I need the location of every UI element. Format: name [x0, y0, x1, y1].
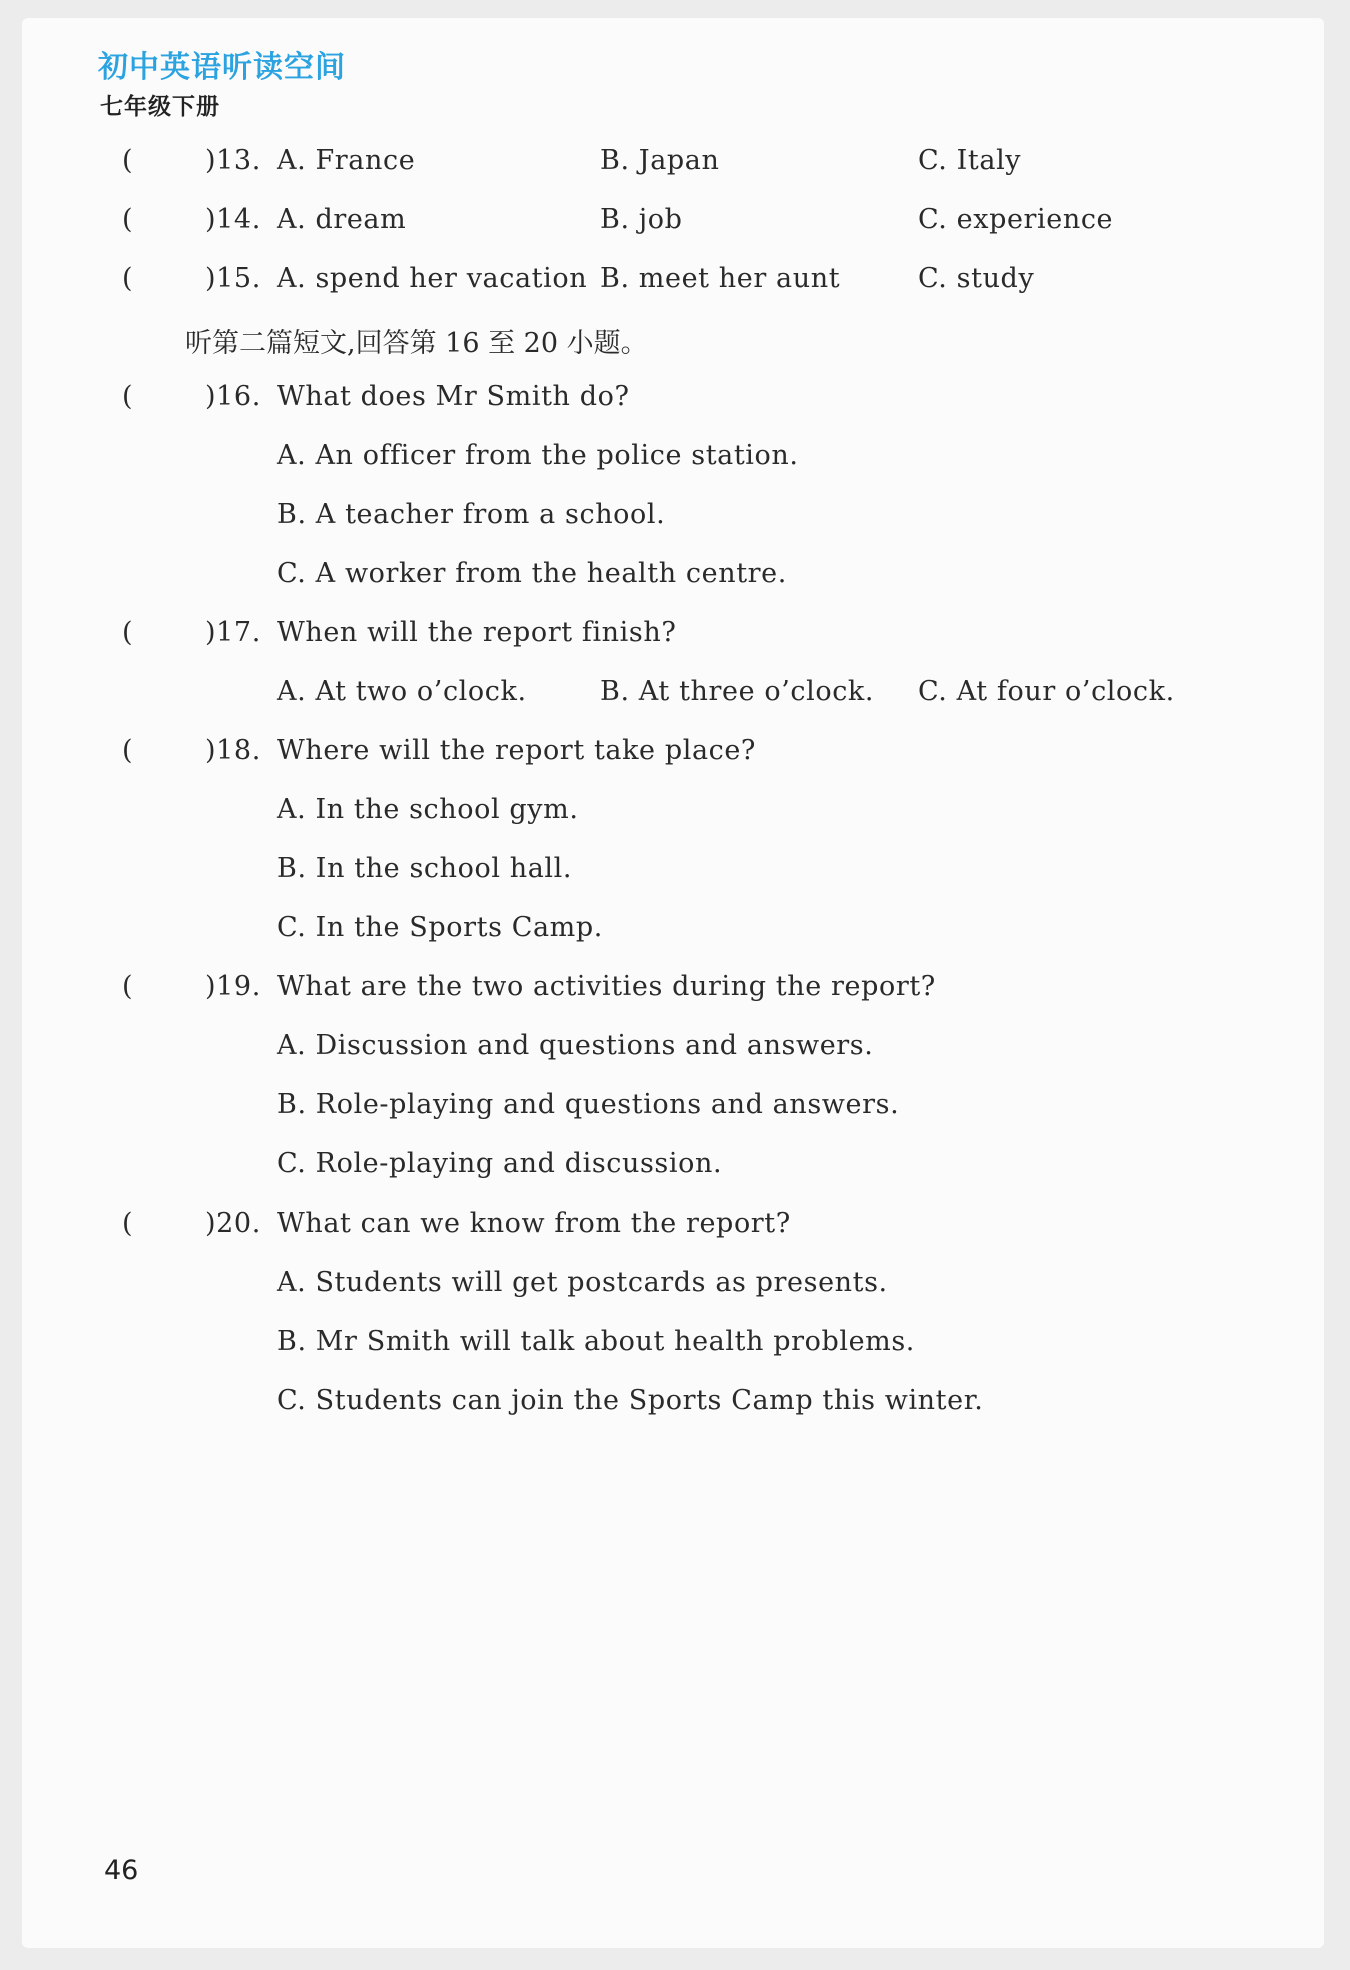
option-b: B. At three o’clock.	[600, 676, 875, 707]
option-c: C. At four o’clock.	[918, 676, 1175, 707]
section-instruction: 听第二篇短文,回答第 16 至 20 小题。	[185, 328, 648, 359]
option-c: C. experience	[918, 204, 1114, 235]
option-c: C. study	[918, 263, 1035, 294]
answer-blank-open[interactable]: (	[122, 971, 134, 1002]
option-a: A. France	[277, 145, 416, 176]
option-b: B. Role-playing and questions and answers.	[277, 1089, 900, 1120]
question-number: )20.	[205, 1208, 261, 1239]
option-b: B. Mr Smith will talk about health problems.	[277, 1326, 915, 1357]
option-c: C. Students can join the Sports Camp this winter.	[277, 1385, 984, 1416]
option-a: A. An officer from the police station.	[277, 440, 799, 471]
question-number: )17.	[205, 617, 261, 648]
answer-blank-open[interactable]: (	[122, 1208, 134, 1239]
answer-blank-open[interactable]: (	[122, 381, 134, 412]
question-text: What does Mr Smith do?	[277, 381, 630, 412]
answer-blank-open[interactable]: (	[122, 204, 134, 235]
option-c: C. Role-playing and discussion.	[277, 1148, 723, 1179]
answer-blank-open[interactable]: (	[122, 735, 134, 766]
option-c: C. A worker from the health centre.	[277, 558, 787, 589]
option-b: B. In the school hall.	[277, 853, 573, 884]
question-number: )15.	[205, 263, 261, 294]
series-title: 初中英语听读空间	[98, 50, 346, 85]
option-a: A. At two o’clock.	[277, 676, 527, 707]
option-a: A. Students will get postcards as presents.	[277, 1267, 888, 1298]
option-c: C. Italy	[918, 145, 1022, 176]
question-number: )19.	[205, 971, 261, 1002]
option-a: A. In the school gym.	[277, 794, 579, 825]
question-text: What can we know from the report?	[277, 1208, 791, 1239]
question-text: When will the report finish?	[277, 617, 677, 648]
answer-blank-open[interactable]: (	[122, 617, 134, 648]
option-b: B. job	[600, 204, 683, 235]
answer-blank-open[interactable]: (	[122, 263, 134, 294]
grade-title: 七年级下册	[100, 94, 220, 120]
option-a: A. spend her vacation	[277, 263, 588, 294]
option-a: A. Discussion and questions and answers.	[277, 1030, 874, 1061]
option-b: B. meet her aunt	[600, 263, 841, 294]
question-number: )13.	[205, 145, 261, 176]
question-number: )18.	[205, 735, 261, 766]
option-c: C. In the Sports Camp.	[277, 912, 603, 943]
option-a: A. dream	[277, 204, 407, 235]
question-number: )14.	[205, 204, 261, 235]
answer-blank-open[interactable]: (	[122, 145, 134, 176]
question-number: )16.	[205, 381, 261, 412]
page-number: 46	[104, 1855, 139, 1886]
question-text: Where will the report take place?	[277, 735, 757, 766]
question-text: What are the two activities during the report?	[277, 971, 936, 1002]
option-b: B. Japan	[600, 145, 720, 176]
option-b: B. A teacher from a school.	[277, 499, 666, 530]
